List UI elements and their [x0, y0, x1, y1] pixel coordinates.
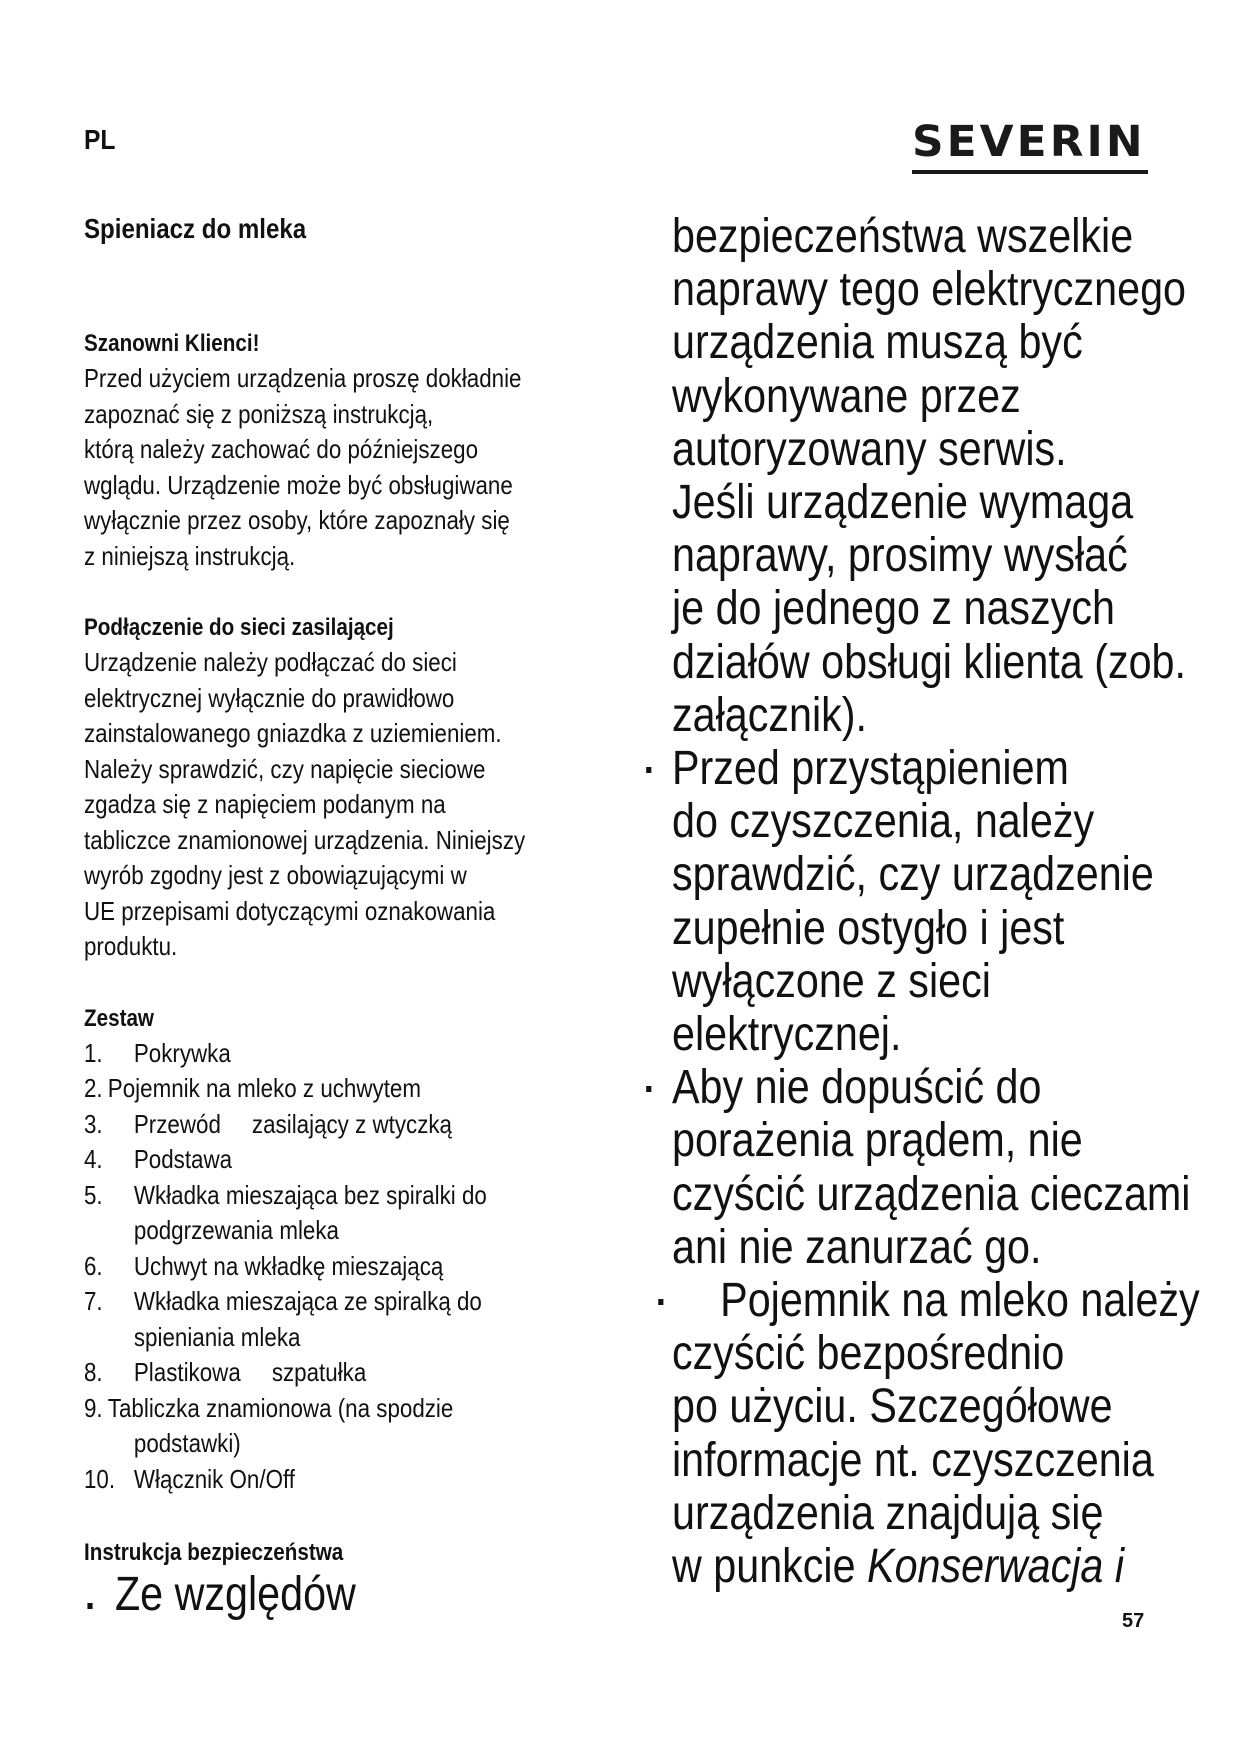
power-section — [84, 610, 643, 965]
text-line: Przed przystąpieniem — [672, 742, 1069, 796]
severin-logo — [912, 118, 1148, 174]
item-number: 7. — [84, 1286, 103, 1316]
brand-name: SEVERIN — [912, 117, 1146, 167]
list-item — [84, 1107, 643, 1143]
language-code: PL — [84, 124, 116, 155]
item-text: Wkładka mieszająca bez spiralki do — [133, 1179, 487, 1210]
item-text-continued: podstawki) — [133, 1428, 241, 1458]
text-line: elektrycznej. — [672, 1008, 902, 1062]
item-number: 9. — [84, 1392, 103, 1423]
kit-list — [84, 1036, 643, 1498]
item-text-continued: podgrzewania mleka — [133, 1215, 339, 1245]
text-line: sprawdzić, czy urządzenie — [672, 848, 1154, 902]
item-number: 3. — [84, 1108, 103, 1139]
list-item — [84, 1462, 643, 1498]
greeting-line: Przed użyciem urządzenia proszę dokładnie — [84, 363, 522, 393]
text-line: Pojemnik na mleko należy — [720, 1274, 1200, 1328]
text-line: działów obsługi klienta (zob. — [672, 635, 1186, 689]
greeting-line: zapoznać się z poniższą instrukcją, — [84, 398, 434, 429]
power-line: Urządzenie należy podłączać do sieci — [84, 647, 457, 677]
text-line-last — [672, 1540, 1179, 1593]
bullet-milk-container — [672, 1274, 1200, 1594]
greeting-line: wyłącznie przez osoby, które zapoznały się — [84, 505, 510, 535]
text-line: naprawy tego elektrycznego — [672, 263, 1187, 317]
list-item — [84, 1284, 643, 1355]
list-item — [84, 1178, 643, 1249]
safety-first-line — [84, 1568, 484, 1622]
item-text: Pojemnik na mleko z uchwytem — [107, 1073, 421, 1103]
bullet-icon — [646, 1086, 651, 1092]
text-line: załącznik). — [672, 688, 867, 742]
item-number: 4. — [84, 1144, 103, 1174]
text-line: informacje nt. czyszczenia — [672, 1433, 1154, 1487]
bullet-electric-shock — [672, 1061, 1191, 1274]
power-line: produktu. — [84, 931, 178, 961]
logo-underline — [912, 170, 1148, 174]
list-item — [84, 1355, 643, 1391]
item-text: Przewód zasilający z wtyczką — [133, 1108, 452, 1139]
power-line: tabliczce znamionowej urządzenia. Niniejszy — [84, 824, 526, 855]
greeting-heading: Szanowni Klienci! — [84, 330, 260, 357]
text-line: czyścić bezpośrednio — [672, 1327, 1065, 1381]
text-line: do czyszczenia, należy — [672, 795, 1095, 849]
kit-section — [84, 1001, 643, 1498]
bullet-icon — [87, 1603, 92, 1609]
text-line: urządzenia muszą być — [672, 316, 1083, 370]
text-line: Aby nie dopuścić do — [672, 1061, 1042, 1115]
item-text: Wkładka mieszająca ze spiralką do — [133, 1286, 482, 1316]
item-text: Pokrywka — [133, 1037, 231, 1068]
text-line: urządzenia znajdują się — [672, 1486, 1104, 1540]
kit-heading: Zestaw — [84, 1004, 154, 1032]
list-item — [84, 1391, 643, 1462]
power-line: Należy sprawdzić, czy napięcie sieciowe — [84, 753, 486, 784]
text-line: Jeśli urządzenie wymaga — [672, 476, 1134, 530]
right-column — [672, 210, 1200, 1594]
section-reference: Konserwacja i — [867, 1540, 1125, 1594]
text-line: ani nie zanurzać go. — [672, 1220, 1042, 1274]
repair-paragraph — [672, 210, 1187, 742]
text-line: bezpieczeństwa wszelkie — [672, 210, 1134, 263]
text-line: naprawy, prosimy wysłać — [672, 529, 1128, 583]
text-plain: w punkcie — [672, 1540, 868, 1594]
safety-line: Ze względów — [114, 1568, 356, 1621]
item-text: Włącznik On/Off — [133, 1463, 296, 1494]
text-line: autoryzowany serwis. — [672, 422, 1067, 476]
list-item — [84, 1036, 643, 1072]
greeting-line: z niniejszą instrukcją. — [84, 540, 296, 571]
text-line: porażenia prądem, nie — [672, 1114, 1083, 1168]
power-line: zainstalowanego gniazdka z uziemieniem. — [84, 718, 502, 748]
power-line: zgadza się z napięciem podanym na — [84, 789, 446, 819]
greeting-line: którą należy zachować do późniejszego — [84, 434, 479, 464]
item-number: 10. — [84, 1463, 116, 1494]
text-line: po użyciu. Szczegółowe — [672, 1380, 1113, 1434]
text-line: wyłączone z sieci — [672, 954, 991, 1008]
bullet-cleaning — [672, 742, 1179, 1061]
list-item — [84, 1142, 643, 1178]
text-line: wykonywane przez — [672, 369, 1021, 423]
item-text: Plastikowa szpatułka — [133, 1357, 367, 1387]
list-item — [84, 1071, 643, 1107]
power-heading: Podłączenie do sieci zasilającej — [84, 614, 394, 641]
greeting-section — [84, 326, 643, 574]
item-number: 6. — [84, 1250, 103, 1281]
item-text: Podstawa — [133, 1144, 233, 1174]
item-number: 1. — [84, 1037, 103, 1068]
power-line: UE przepisami dotyczącymi oznakowania — [84, 895, 496, 926]
item-text-continued: spieniania mleka — [133, 1321, 301, 1352]
text-line: zupełnie ostygło i jest — [672, 901, 1065, 955]
item-number: 2. — [84, 1073, 103, 1103]
text-line: czyścić urządzenia cieczami — [672, 1167, 1191, 1221]
safety-heading: Instrukcja bezpieczeństwa — [84, 1539, 344, 1566]
bullet-icon — [658, 1299, 663, 1305]
text-line: je do jednego z naszych — [672, 582, 1115, 636]
product-title: Spieniacz do mleka — [84, 213, 307, 244]
item-text: Tabliczka znamionowa (na spodzie — [107, 1392, 454, 1423]
item-text: Uchwyt na wkładkę mieszającą — [133, 1250, 444, 1281]
left-column — [84, 212, 644, 1570]
page-number: 57 — [1122, 1610, 1145, 1632]
safety-section — [84, 1535, 643, 1570]
bullet-icon — [646, 767, 651, 773]
power-line: wyrób zgodny jest z obowiązującymi w — [84, 860, 467, 890]
item-number: 8. — [84, 1357, 103, 1387]
greeting-line: wglądu. Urządzenie może być obsługiwane — [84, 469, 513, 500]
list-item — [84, 1249, 643, 1285]
item-number: 5. — [84, 1179, 103, 1210]
power-line: elektrycznej wyłącznie do prawidłowo — [84, 682, 455, 713]
